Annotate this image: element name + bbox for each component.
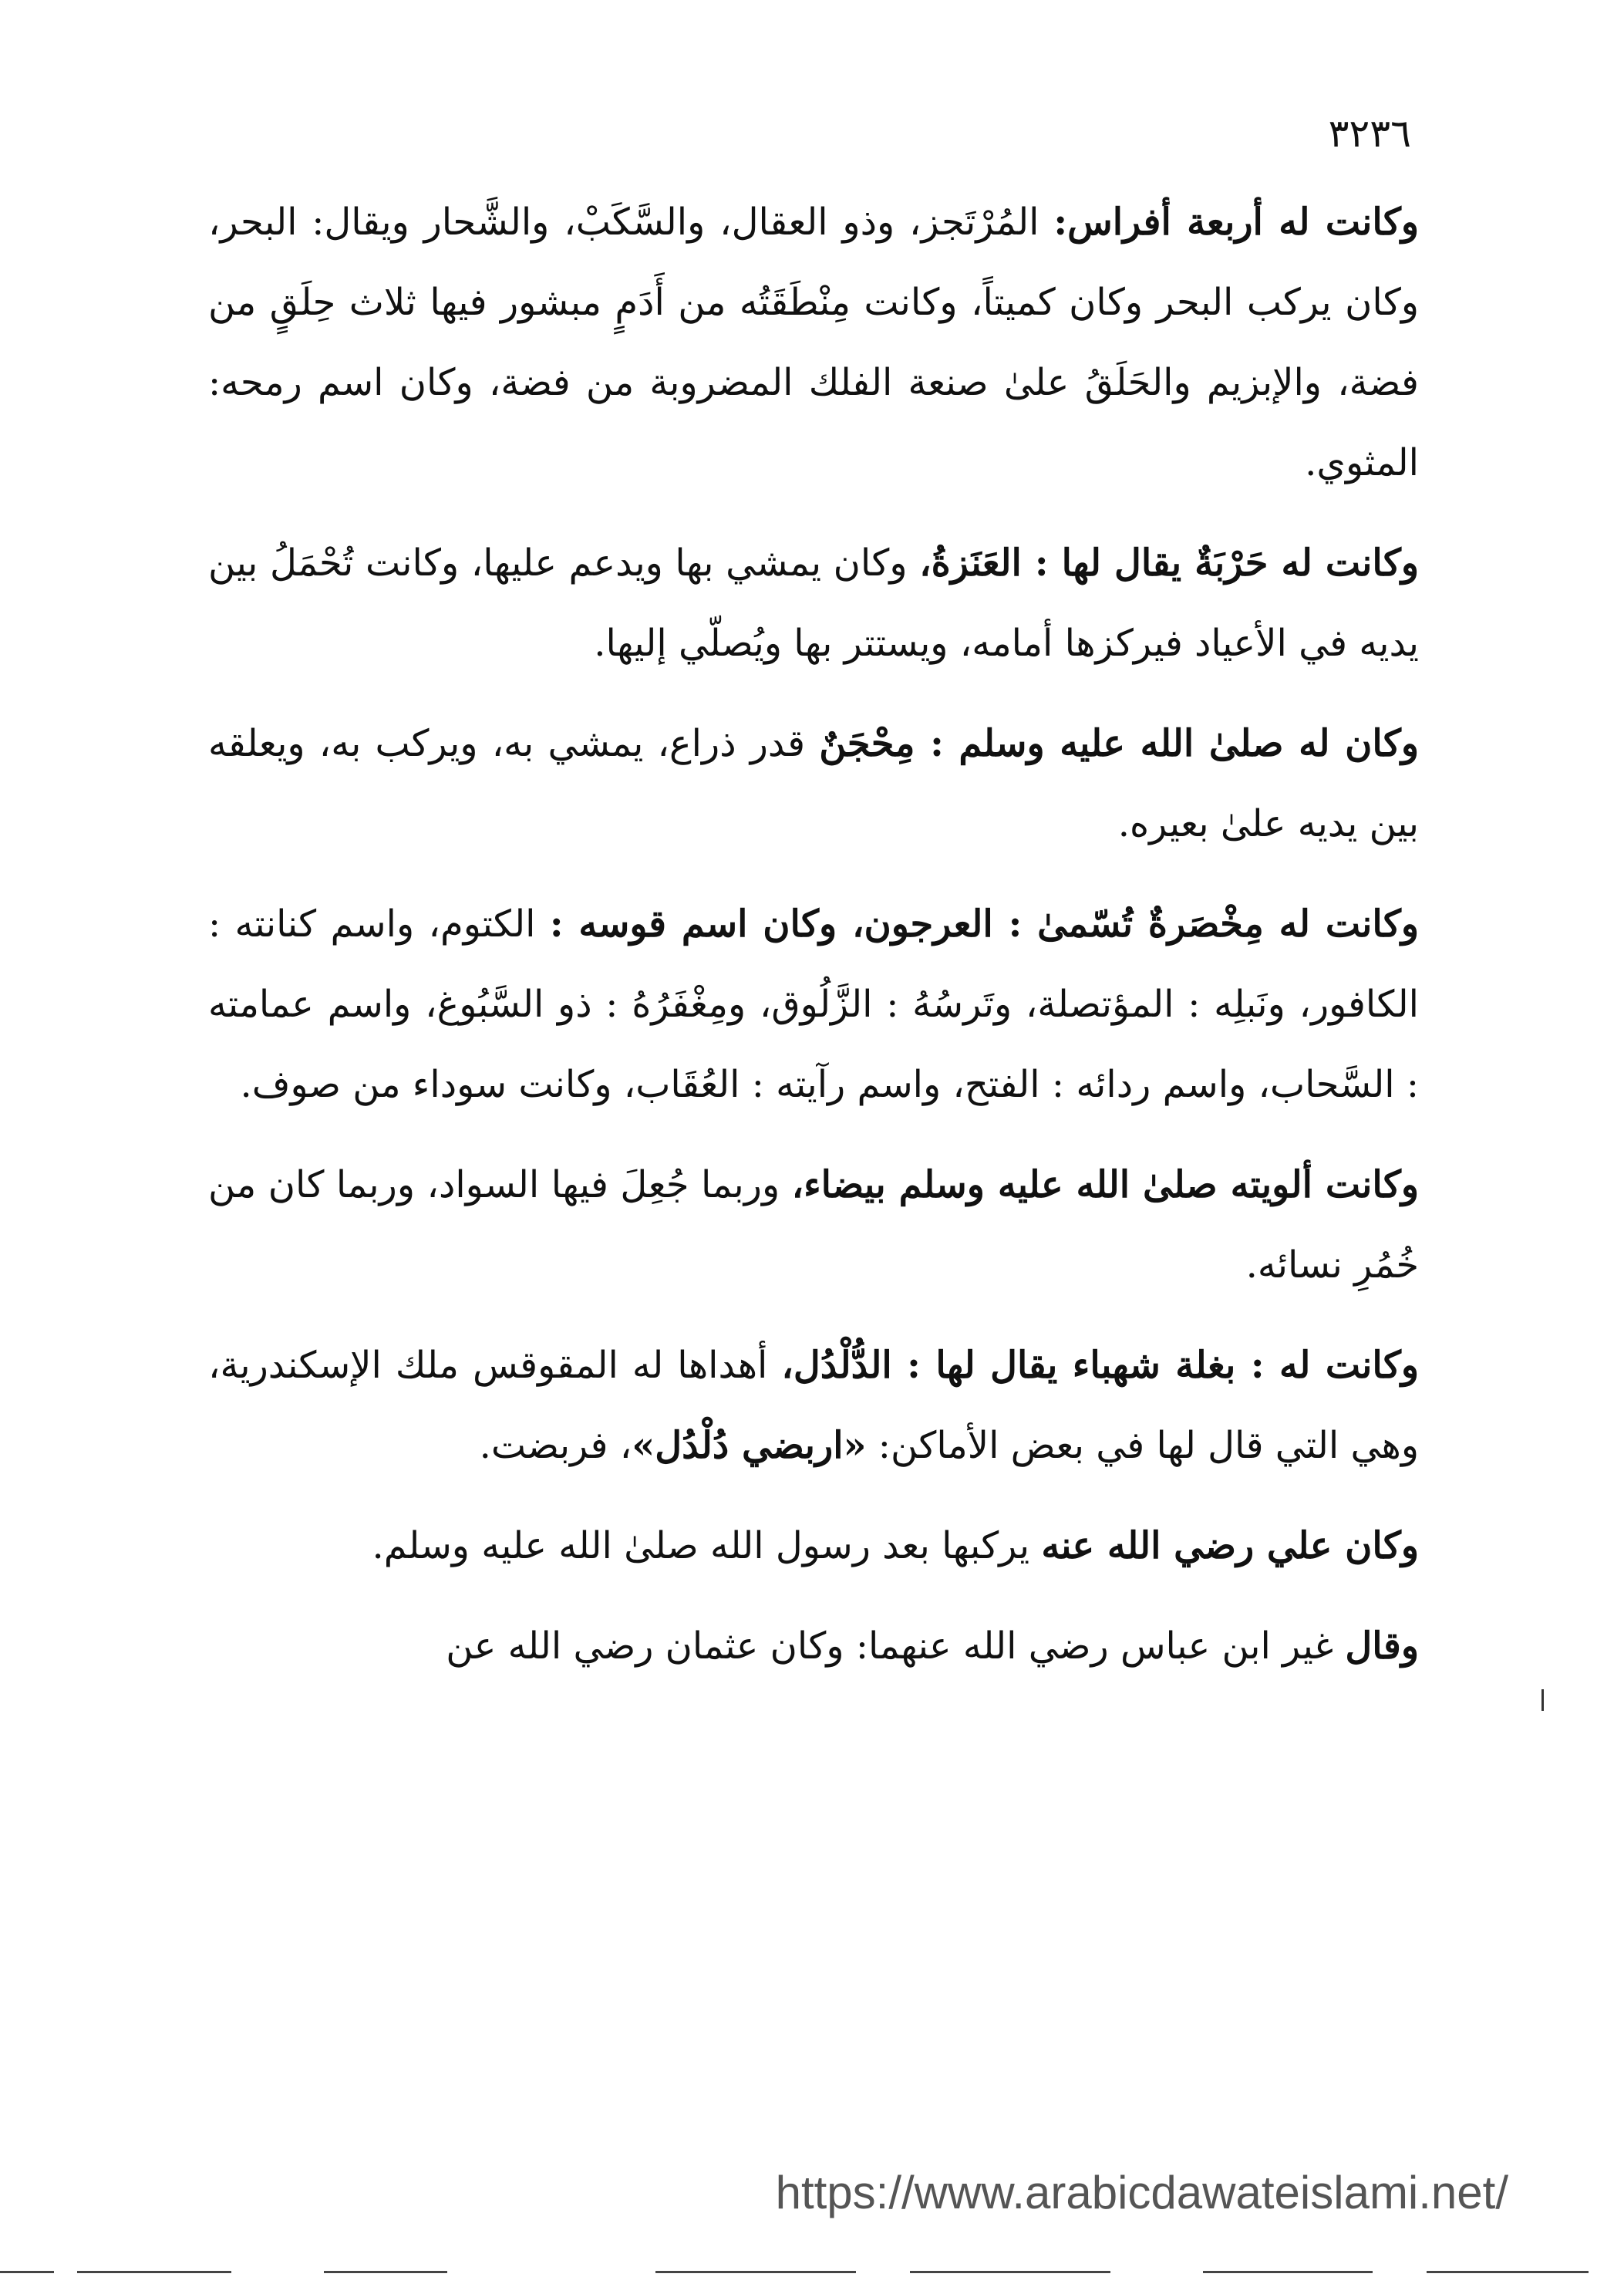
paragraph-ali xyxy=(208,1506,1419,1586)
page-number: ٣٢٣٦ xyxy=(1328,111,1411,156)
paragraph-spear xyxy=(208,523,1419,683)
paragraph-horses xyxy=(208,182,1419,503)
paragraph-mule xyxy=(208,1325,1419,1486)
paragraph-lead: وكانت له : بغلة شهباء يقال لها : الدُّلْدُل، xyxy=(781,1344,1420,1387)
paragraph-others xyxy=(208,1606,1419,1686)
paragraph-text: المُرْتَجز، وذو العقال، والسَّكَبْ، والشَّحار ويقال: البحر، وكان يركب البحر وكان كميتاً، وكانت مِنْطَقَتُه من أَدَمٍ مبشور فيها ثلاث حِلَقٍ من فضة، والإبزيم والحَلَقُ علىٰ صنعة الفلك المضروبة من فضة، وكان اسم رمحه: المثوي. xyxy=(208,201,1419,484)
page-text-body xyxy=(208,182,1419,1706)
paragraph-banners xyxy=(208,1145,1419,1305)
paragraph-lead: وكان له صلىٰ الله عليه وسلم : مِحْجَنٌ xyxy=(819,722,1419,765)
paragraph-tail: ، فربضت. xyxy=(479,1424,632,1467)
paragraph-text: وربما جُعِلَ فيها السواد، وربما كان من خُمُرِ نسائه. xyxy=(208,1163,1419,1287)
paragraph-text: يركبها بعد رسول الله صلىٰ الله عليه وسلم. xyxy=(372,1524,1042,1567)
paragraph-text: غير ابن عباس رضي الله عنهما: وكان عثمان رضي الله عن xyxy=(446,1624,1346,1668)
bottom-rule-lines xyxy=(0,2271,1624,2275)
paragraph-text: الكتوم، واسم كنانته : الكافور، ونَبلِه : المؤتصلة، وتَرسُهُ : الزَّلُوق، ومِغْفَرُهُ : ذو السَّبُوغ، واسم عمامته : السَّحاب، واسم ردائه : الفتح، واسم رآيته : العُقَاب، وكانت سوداء من صوف. xyxy=(208,902,1419,1106)
paragraph-text: أهداها له المقوقس ملك الإسكندرية، وهي التي قال لها في بعض الأماكن: xyxy=(208,1344,1419,1467)
paragraph-equipment xyxy=(208,884,1419,1125)
margin-mark xyxy=(1541,1689,1544,1711)
paragraph-lead: وقال xyxy=(1345,1624,1419,1668)
paragraph-lead: وكانت ألويته صلىٰ الله عليه وسلم بيضاء، xyxy=(791,1163,1419,1206)
paragraph-text: قدر ذراع، يمشي به، ويركب به، ويعلقه بين يديه علىٰ بعيره. xyxy=(208,722,1419,845)
paragraph-staff xyxy=(208,703,1419,864)
paragraph-lead: وكانت له أربعة أفراس: xyxy=(1053,201,1420,244)
footer-url: https://www.arabicdawateislami.net/ xyxy=(775,2167,1508,2218)
paragraph-lead: وكانت له مِخْصَرةٌ تُسّمىٰ : العرجون، وكان اسم قوسه : xyxy=(549,902,1419,946)
paragraph-lead: وكانت له حَرْبَةٌ يقال لها : العَنَزةُ، xyxy=(919,541,1419,585)
paragraph-text: وكان يمشي بها ويدعم عليها، وكانت تُحْمَلُ بين يديه في الأعياد فيركزها أمامه، ويستتر بها ويُصلّي إليها. xyxy=(208,541,1419,665)
paragraph-lead: وكان علي رضي الله عنه xyxy=(1041,1524,1419,1567)
paragraph-quote: «اربضي دُلْدُل» xyxy=(632,1424,867,1467)
